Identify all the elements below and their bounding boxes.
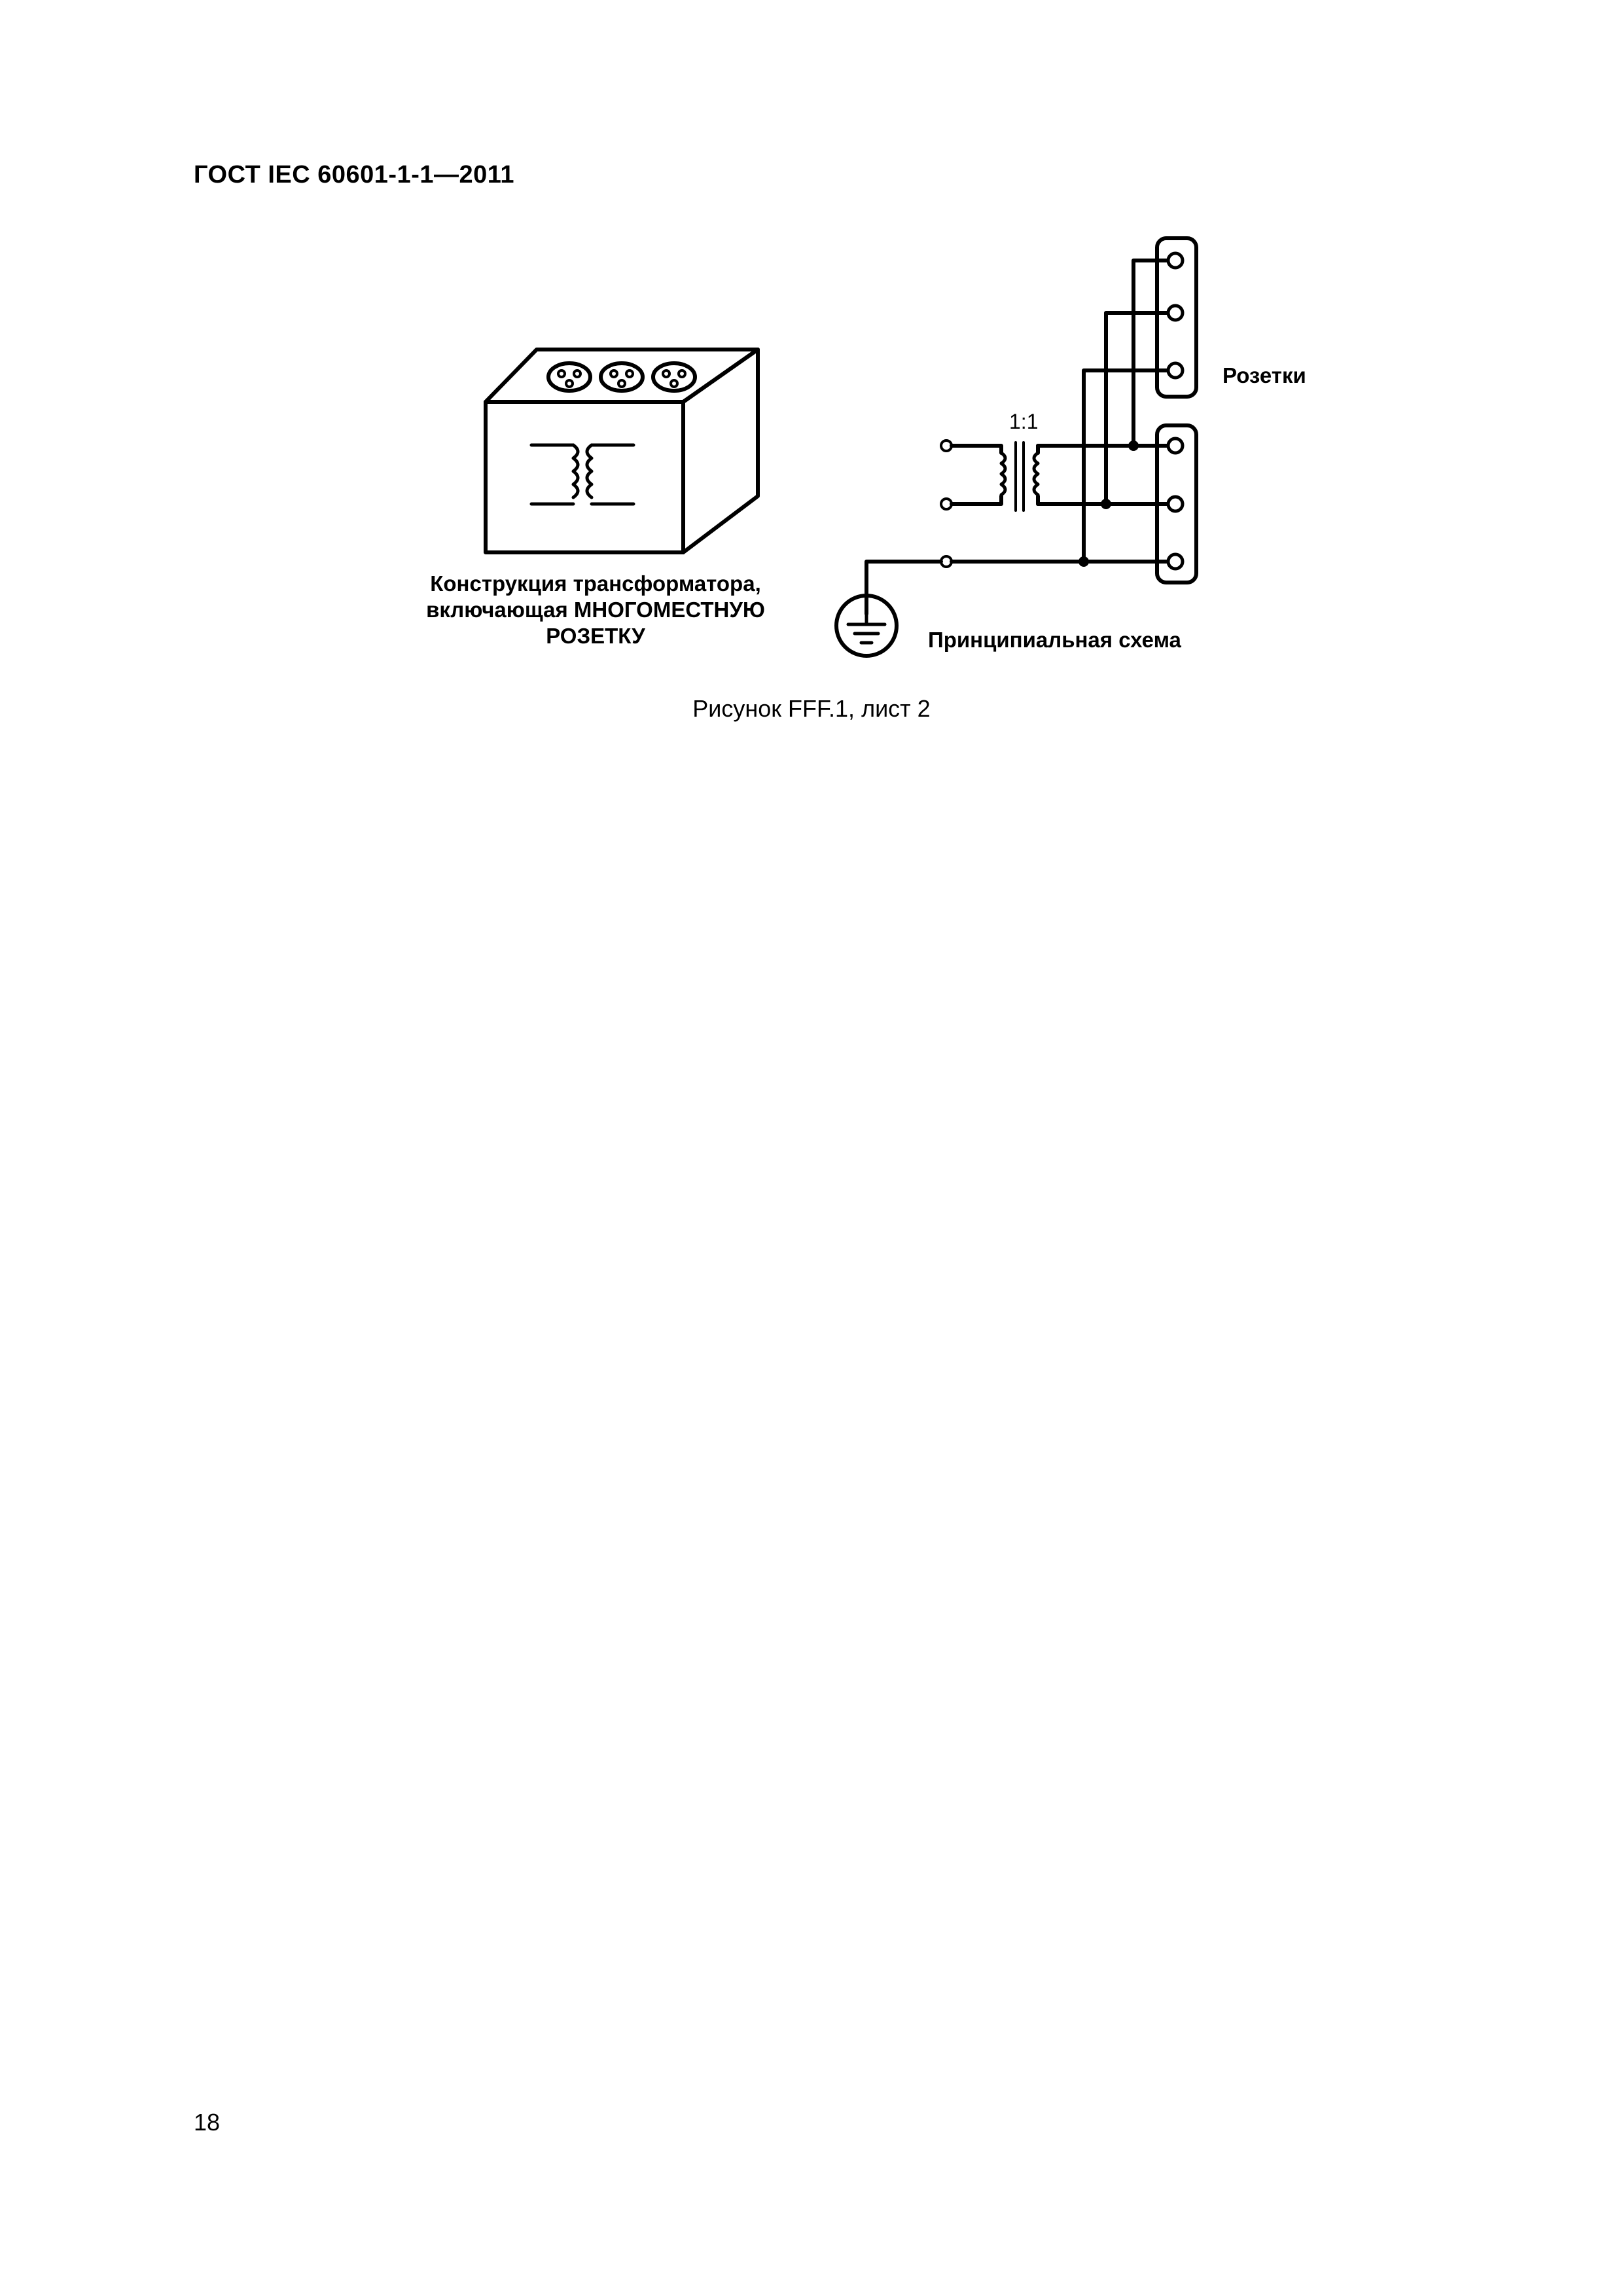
box-top-face [486, 350, 758, 402]
outlets-label: Розетки [1222, 363, 1306, 387]
secondary-winding [1034, 453, 1038, 495]
box-label-line: включающая МНОГОМЕСТНУЮ [426, 598, 765, 622]
outlet-contact [1168, 497, 1183, 511]
schematic-label: Принципиальная схема [928, 628, 1181, 652]
outlet-contact [1168, 554, 1183, 569]
schematic-drawing [836, 238, 1196, 656]
outlet-contact [1168, 306, 1183, 320]
outlet-contact [1168, 439, 1183, 453]
earth-lead [866, 562, 941, 614]
box-front-face [486, 402, 683, 552]
page-number: 18 [194, 2109, 221, 2136]
junction-dot [1101, 499, 1111, 509]
junction-dot [1079, 556, 1089, 567]
box-socket-1 [548, 363, 590, 391]
ratio-label: 1:1 [1009, 410, 1039, 433]
outlet-contact [1168, 253, 1183, 268]
box-label-line: РОЗЕТКУ [546, 624, 645, 648]
bus-line-1 [1133, 260, 1168, 446]
box-socket-3 [653, 363, 695, 391]
primary-winding [1001, 453, 1005, 495]
figure-caption: Рисунок FFF.1, лист 2 [692, 695, 931, 722]
box-socket-2 [601, 363, 643, 391]
transformer-box-drawing [486, 350, 758, 552]
figure-drawing [0, 0, 1623, 785]
transformer-box-label [366, 571, 825, 649]
outlet-contact [1168, 363, 1183, 378]
document-header: ГОСТ IEC 60601-1-1—2011 [194, 161, 514, 188]
box-label-line: Конструкция трансформатора, [430, 571, 761, 596]
bus-earth [1084, 370, 1168, 562]
box-transformer-symbol [531, 445, 633, 504]
figure-fff1 [0, 0, 1623, 785]
junction-dot [1128, 440, 1139, 451]
earth-ground-icon [836, 596, 897, 656]
